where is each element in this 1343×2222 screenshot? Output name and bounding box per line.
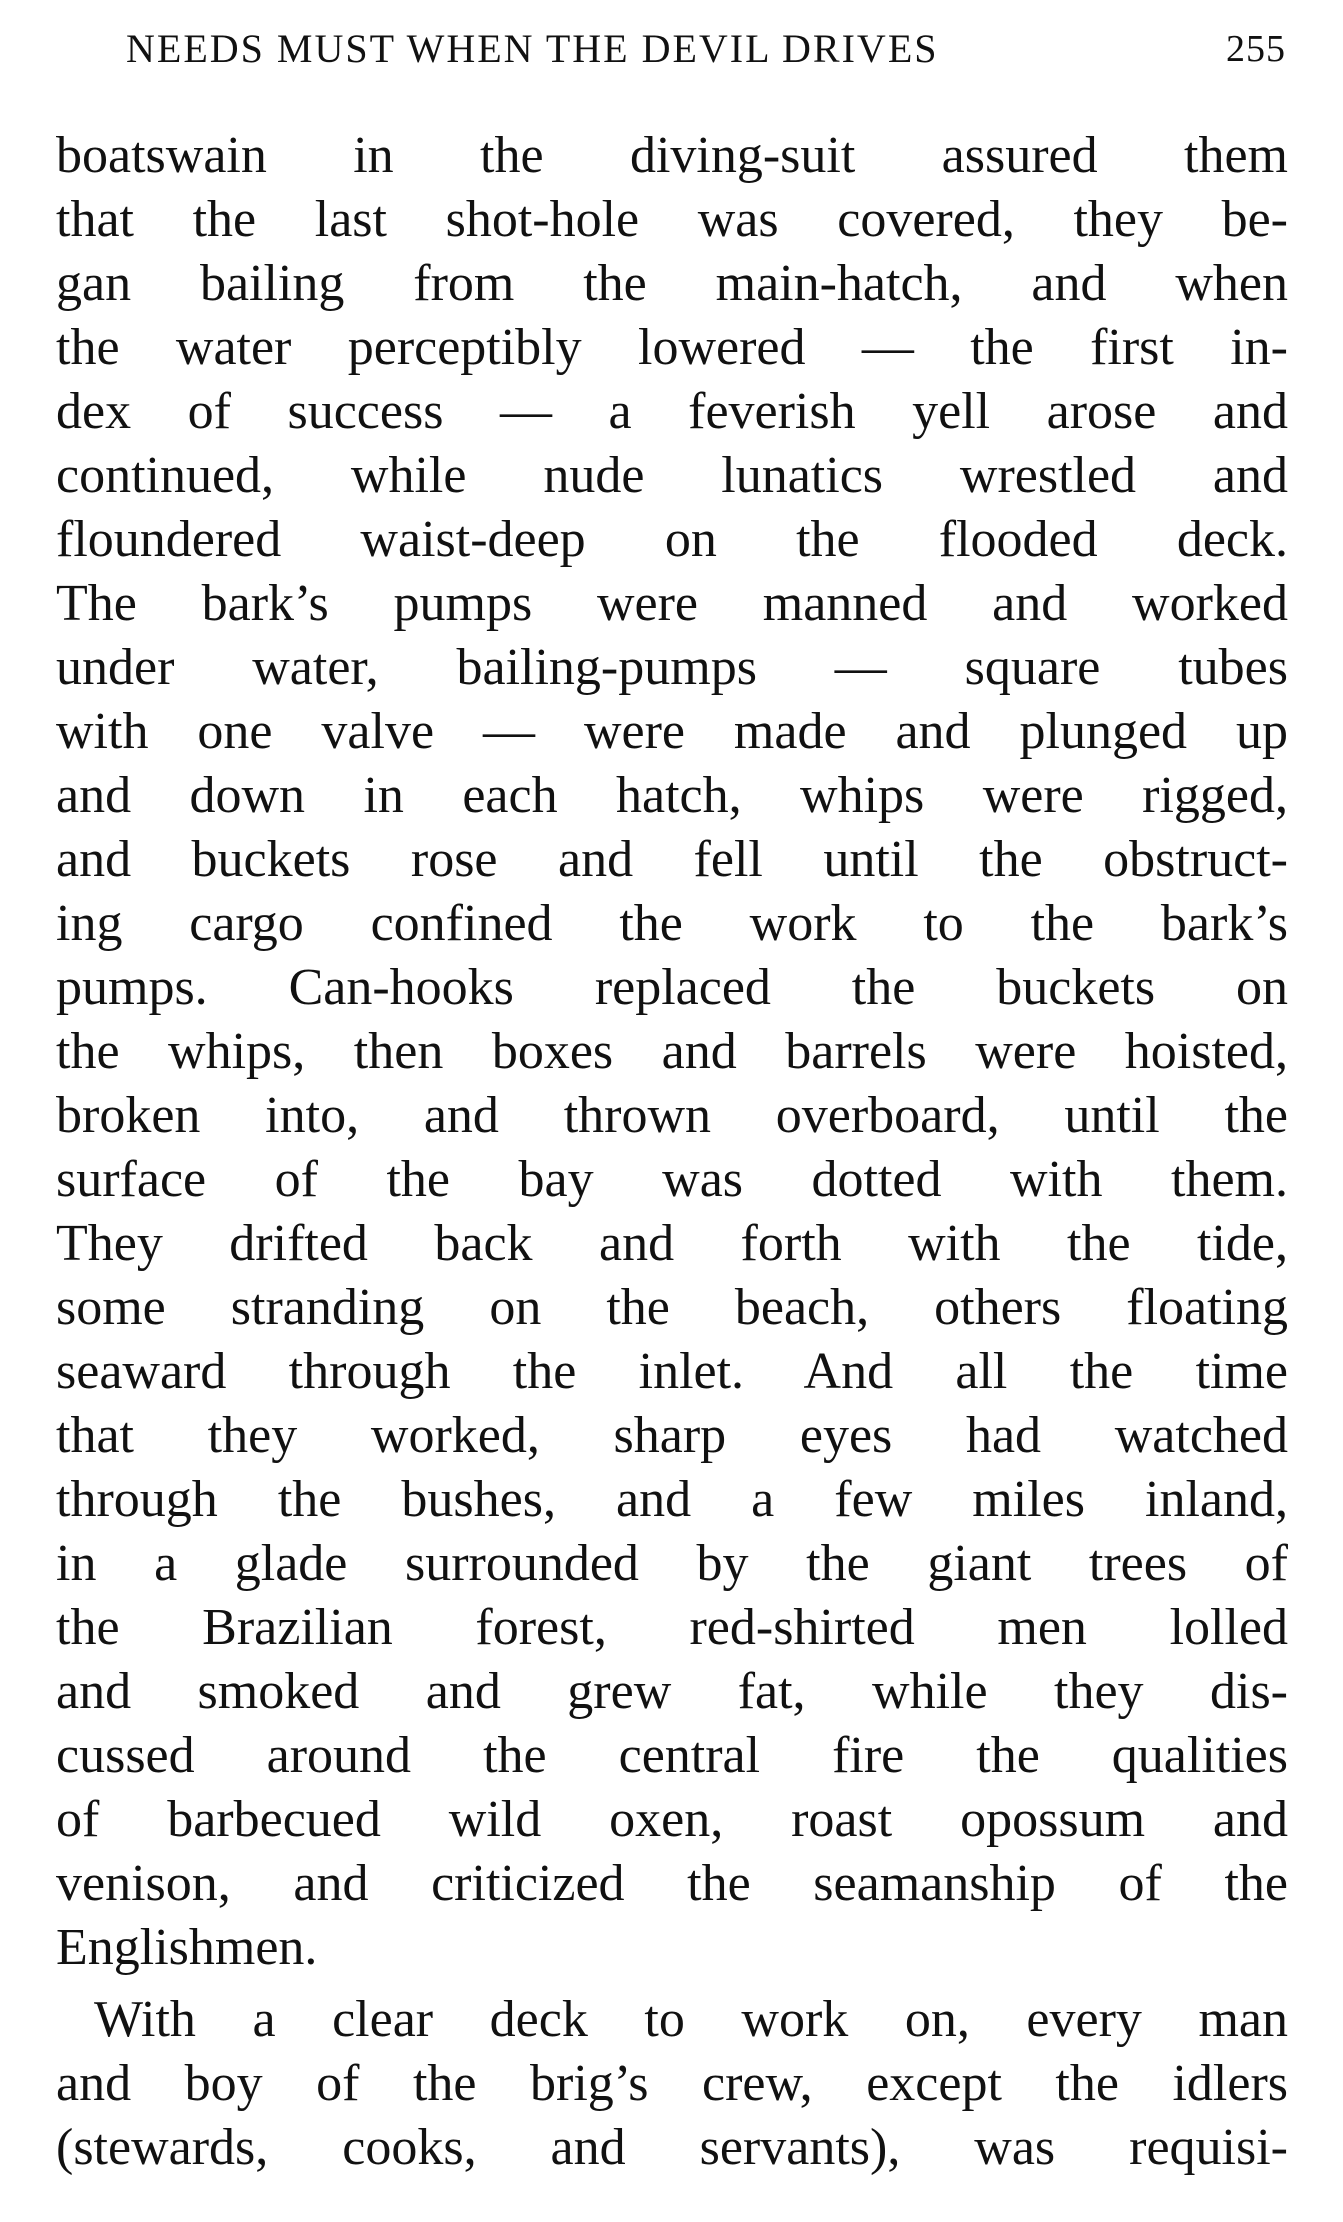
text-line: cussed around the central fire the qualities [56,1727,1288,1784]
text-line: the whips, then boxes and barrels were hoisted, [56,1023,1288,1080]
text-line: that they worked, sharp eyes had watched [56,1407,1288,1464]
text-line: and buckets rose and fell until the obstruct- [56,831,1288,888]
paragraph-1 [56,124,1288,1980]
text-line: broken into, and thrown overboard, until the [56,1087,1288,1144]
text-line: venison, and criticized the seamanship of the [56,1855,1288,1912]
text-line: floundered waist-deep on the flooded deck. [56,511,1288,568]
text-line: ing cargo confined the work to the bark’s [56,895,1288,952]
text-line: With a clear deck to work on, every man [94,1991,1288,2048]
text-line: and smoked and grew fat, while they dis- [56,1663,1288,1720]
text-line: boatswain in the diving-suit assured them [56,127,1288,184]
text-line: Englishmen. [56,1919,318,1976]
text-line: in a glade surrounded by the giant trees of [56,1535,1288,1592]
text-line: The bark’s pumps were manned and worked [56,575,1288,632]
text-line: and boy of the brig’s crew, except the idlers [56,2055,1288,2112]
running-title: NEEDS MUST WHEN THE DEVIL DRIVES [126,26,939,71]
text-line: under water, bailing-pumps — square tubes [56,639,1288,696]
text-line: seaward through the inlet. And all the time [56,1343,1288,1400]
page-number: 255 [1226,28,1286,70]
text-line: some stranding on the beach, others floating [56,1279,1288,1336]
text-line: that the last shot-hole was covered, they be- [56,191,1288,248]
running-head [126,14,1286,84]
text-line: pumps. Can-hooks replaced the buckets on [56,959,1288,1016]
book-page [56,0,1288,2222]
text-line: (stewards, cooks, and servants), was requisi- [56,2119,1288,2176]
text-line: the water perceptibly lowered — the first in- [56,319,1288,376]
text-line: gan bailing from the main-hatch, and when [56,255,1288,312]
text-line: the Brazilian forest, red-shirted men lolled [56,1599,1288,1656]
text-line: continued, while nude lunatics wrestled and [56,447,1288,504]
text-line: They drifted back and forth with the tide, [56,1215,1288,1272]
text-line: through the bushes, and a few miles inland, [56,1471,1288,1528]
text-line: of barbecued wild oxen, roast opossum and [56,1791,1288,1848]
text-line: with one valve — were made and plunged up [56,703,1288,760]
text-line: dex of success — a feverish yell arose and [56,383,1288,440]
paragraph-2 [56,1988,1288,2180]
body-text [56,124,1288,2180]
text-line: surface of the bay was dotted with them. [56,1151,1288,1208]
paragraph-gap [56,1980,1288,1988]
text-line: and down in each hatch, whips were rigged, [56,767,1288,824]
